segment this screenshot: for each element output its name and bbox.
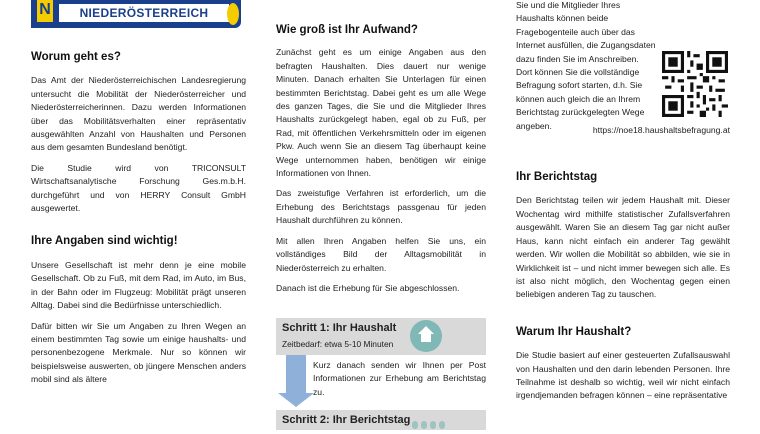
heading-aufwand: Wie groß ist Ihr Aufwand?	[276, 24, 418, 36]
logo-letter: N	[37, 0, 53, 22]
step-1-followup-text: Kurz danach senden wir Ihnen per Post Informationen zur Erhebung am Berichtstag zu.	[313, 360, 486, 397]
paragraph: Das zweistufige Verfahren ist erforderlich, um die Erhebung des Berichtstags passgenau für jeden Haushalt durchführen zu können.	[276, 188, 486, 226]
people-icon	[412, 416, 448, 434]
paragraph: Mit allen Ihren Angaben helfen Sie uns, ein vollständiges Bild der Alltagsmobilität in Niederösterreich zu erhalten.	[276, 235, 486, 273]
step-2-box	[276, 410, 486, 430]
paragraph: Zunächst geht es um einige Angaben aus den befragten Haushalten. Dies dauert nur wenige Minuten. Danach erhalten Sie Unterlagen für einen bestimmten Berichtstag. Dabei geht es um alle Wege des ganzen Tages, die Sie und die Mitglieder Ihres Haushalts zurückgelegt haben, egal ob zu Fuß, per Rad, mit öffentlichen Verkehrsmitteln oder im eigenen Pkw. Auch wenn Sie an diesem Tag überhaupt keine Wege unternommen haben, benötigen wir einige Informationen von Ihnen.	[276, 47, 486, 179]
heading-berichtstag: Ihr Berichtstag	[516, 171, 598, 184]
paragraph: Den Berichtstag teilen wir jedem Haushalt mit. Dieser Wochentag wird mithilfe statistischer Zufallsverfahren ausgewählt. Waren Sie an diesem Tag gar nicht außer Haus, kann nicht einfach ein anderer Tag gewählt werden. Wir wollen die Mobilität so abbilden, wie sie in Wirklichkeit ist – und nicht immer bewegen sich alle. Es ist also nicht möglich, den Wochentag gegen einen beliebigen anderen Tag zu tauschen.	[516, 195, 730, 300]
qr-code-icon	[662, 51, 728, 117]
house-roof-shape	[418, 326, 434, 334]
paragraph: Das Amt der Niederösterreichischen Landesregierung untersucht die Mobilität der Niederösterreicher und Niederösterreicherinnen. Dazu werden Informationen über das Mobilitätsverhalten einer repräsentativ ausgewählten Anzahl von Haushalten und Personen aus dem gesamten Bundesland benötigt.	[31, 75, 246, 153]
paragraph: Danach ist die Erhebung für Sie abgeschlossen.	[276, 282, 460, 293]
logo-text: NIEDERÖSTERREICH	[59, 4, 229, 22]
step-1-title: Schritt 1: Ihr Haushalt	[282, 322, 397, 334]
survey-url-link[interactable]: https://noe18.haushaltsbefragung.at	[592, 125, 730, 135]
column-1	[31, 0, 246, 394]
step-2-title: Schritt 2: Ihr Berichtstag	[282, 414, 411, 426]
heading-warum-haushalt: Warum Ihr Haushalt?	[516, 325, 632, 338]
down-arrow-head	[278, 393, 314, 407]
step-1-box	[276, 318, 486, 355]
paragraph-online: Sie und die Mitglieder Ihres Haushalts können beide Fragebogenteile auch über das Internet ausfüllen, die Zugangsdaten dazu finden Sie im Anschreiben. Dort können Sie die vollständige Befragung sofort starten, d.h. Sie können auch gleich die an Ihrem Berichtstag zurückgelegten Wege angeben.	[516, 0, 656, 131]
column-2	[276, 0, 486, 302]
house-body-shape	[421, 334, 431, 342]
paragraph: Dafür bitten wir Sie um Angaben zu Ihren Wegen an einem bestimmten Tag sowie um einige haushalts- und personenbezogene Merkmale. Nur so können wir beispielsweise auswerten, ob jüngere Menschen anders mobil sind als ältere	[31, 320, 246, 385]
heading-ihre-angaben: Ihre Angaben sind wichtig!	[31, 235, 178, 248]
paragraph: Die Studie wird von TRICONSULT Wirtschaftsanalytische Forschung Ges.m.b.H. durchgeführt und von HERRY Consult GmbH ausgewertet.	[31, 162, 246, 214]
heading-worum-geht-es: Worum geht es?	[31, 51, 121, 63]
paragraph: Die Studie basiert auf einer gesteuerten Zufallsauswahl von Haushalten und den darin lebenden Personen. Ihre Teilnahme ist deshalb so wichtig, weil wir nicht einfach irgendjemanden befragen können – eine repräsentative	[516, 350, 730, 401]
down-arrow-icon	[286, 355, 306, 395]
step-1-duration: Zeitbedarf: etwa 5-10 Minuten	[282, 339, 394, 349]
paragraph: Unsere Gesellschaft ist mehr denn je eine mobile Gesellschaft. Ob zu Fuß, mit dem Rad, im Auto, im Bus, in der Bahn oder im Flugzeug: Mobilität prägt unseren Alltag. Dabei sind die Bedürfnisse unterschiedlich.	[31, 259, 246, 311]
